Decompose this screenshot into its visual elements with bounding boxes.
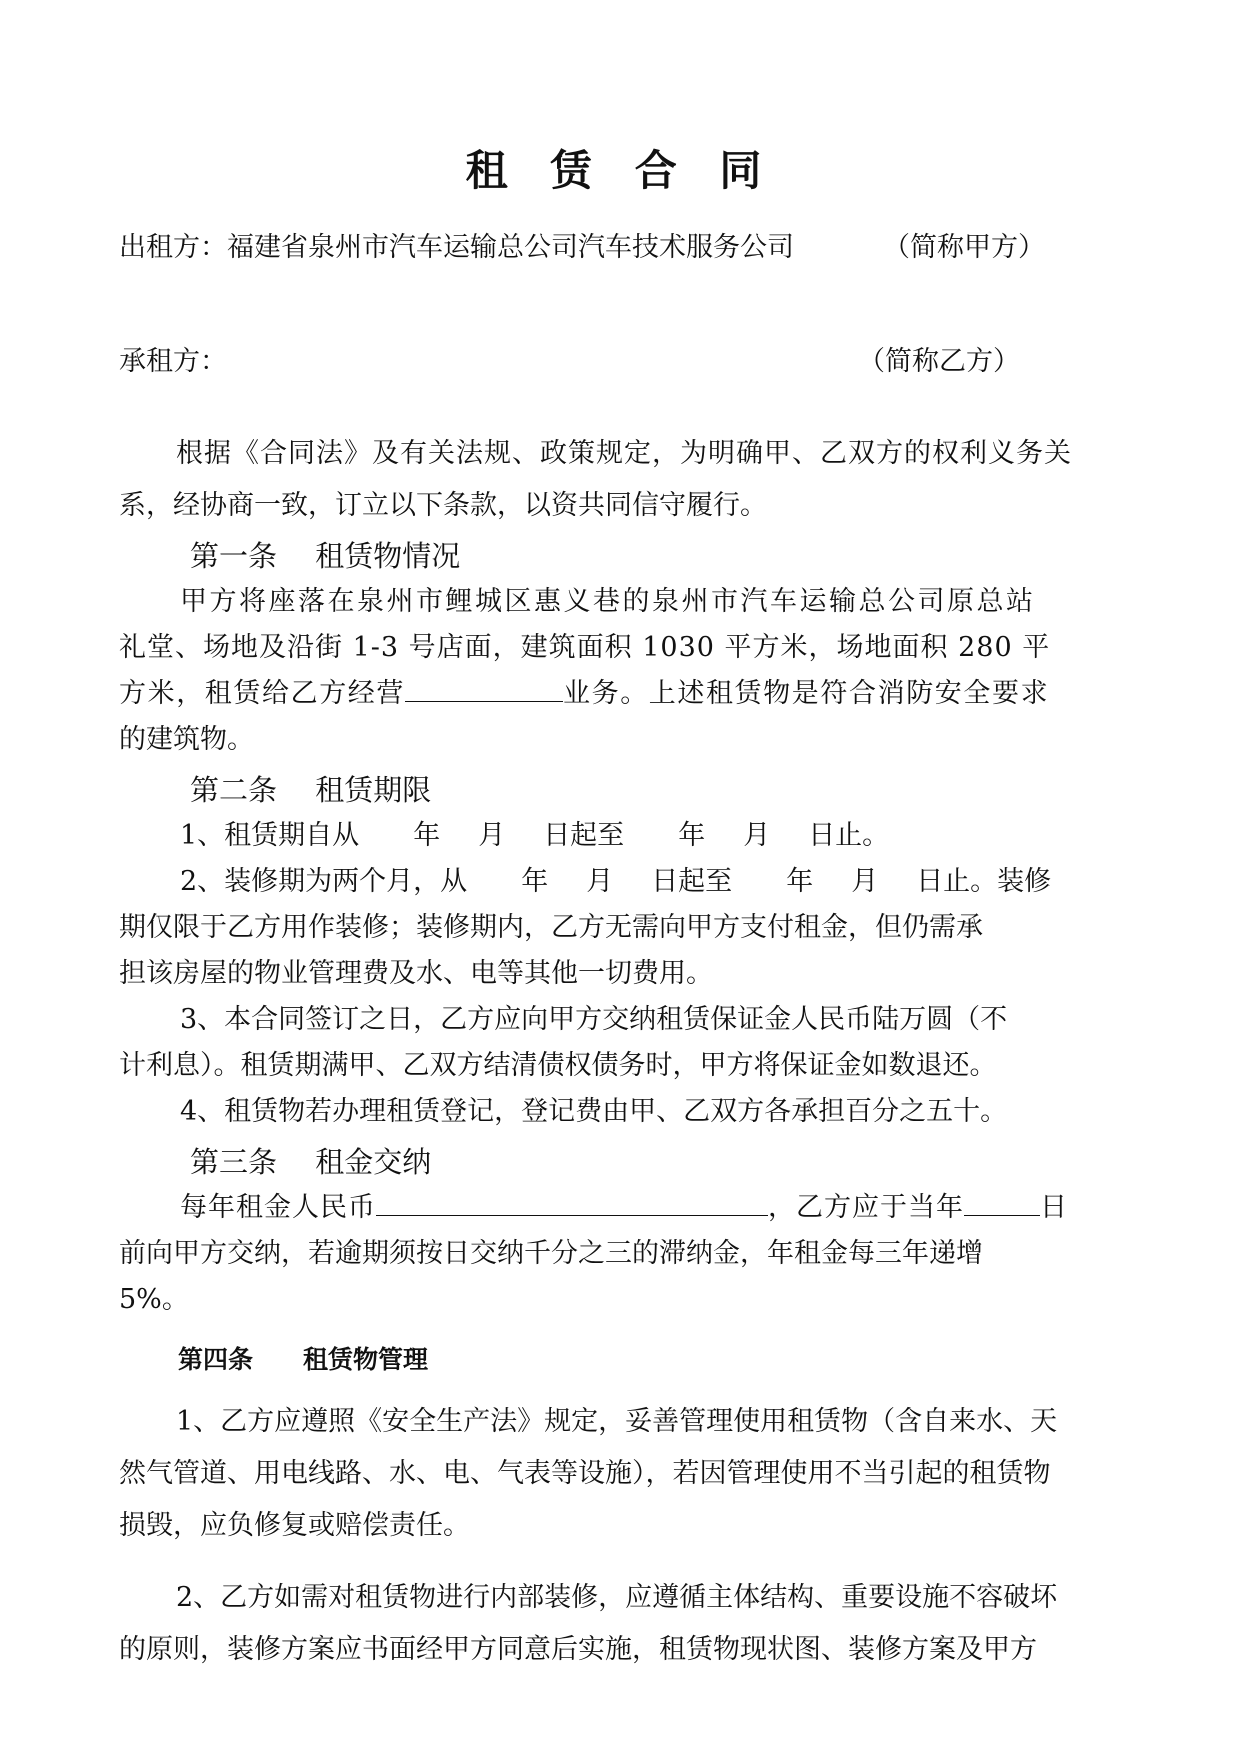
article-2-heading: 第二条 租赁期限 [190,773,432,807]
article-2-item-1: 1、租赁期自从 年 月 日起至 年 月 日止。 [180,820,890,851]
document-title: 租 赁 合 同 [465,146,776,195]
article-4-item-2: 2、乙方如需对租赁物进行内部装修，应遵循主体结构、重要设施不容破坏 [176,1582,1058,1613]
article-4-item-2-line-2: 的原则，装修方案应书面经甲方同意后实施，租赁物现状图、装修方案及甲方 [119,1634,1037,1665]
lessee-line: 承租方： [119,346,227,377]
payment-date-blank[interactable] [964,1189,1040,1216]
article-4-item-1-line-2: 然气管道、用电线路、水、电、气表等设施），若因管理使用不当引起的租赁物 [119,1458,1051,1489]
article-2-item-2: 2、装修期为两个月，从 年 月 日起至 年 月 日止。装修 [180,866,1052,897]
article-1-line-2: 礼堂、场地及沿街 1-3 号店面，建筑面积 1030 平方米，场地面积 280 平 [119,632,1051,663]
intro-line-1: 根据《合同法》及有关法规、政策规定，为明确甲、乙双方的权利义务关 [176,438,1072,469]
article-2-item-3-line-2: 计利息）。租赁期满甲、乙双方结清债权债务时，甲方将保证金如数退还。 [119,1050,997,1081]
article-4-item-1: 1、乙方应遵照《安全生产法》规定，妥善管理使用租赁物（含自来水、天 [176,1406,1058,1437]
article-1-heading: 第一条 租赁物情况 [190,539,461,573]
article-1-line-3-start: 方米，租赁给乙方经营 [119,678,405,709]
article-1-line-3 [119,672,1129,716]
article-1-line-3-end: 业务。上述租赁物是符合消防安全要求 [563,678,1050,709]
lessor-abbreviation: （简称甲方） [883,232,1045,263]
article-3-line-2: 前向甲方交纳，若逾期须按日交纳千分之三的滞纳金，年租金每三年递增 [119,1238,983,1269]
annual-rent-blank[interactable] [376,1189,768,1216]
article-1-line-4: 的建筑物。 [119,724,254,755]
article-3-line-1: 每年租金人民币 ，乙方应于当年 日 [180,1186,1190,1230]
article-1-line-1: 甲方将座落在泉州市鲤城区惠义巷的泉州市汽车运输总公司原总站 [180,586,1036,617]
lessee-abbreviation: （简称乙方） [858,346,1020,377]
article-3-line-3: 5%。 [119,1284,189,1315]
lessor-line: 出租方：福建省泉州市汽车运输总公司汽车技术服务公司 [119,232,794,263]
article-2-item-2-line-3: 担该房屋的物业管理费及水、电等其他一切费用。 [119,958,713,989]
article-4-item-1-line-3: 损毁，应负修复或赔偿责任。 [119,1510,470,1541]
article-4-heading: 第四条 租赁物管理 [178,1345,429,1374]
intro-line-2: 系，经协商一致，订立以下条款，以资共同信守履行。 [119,490,767,521]
article-3-heading: 第三条 租金交纳 [190,1145,432,1179]
article-2-item-4: 4、租赁物若办理租赁登记，登记费由甲、乙双方各承担百分之五十。 [180,1096,1008,1127]
article-2-item-2-line-2: 期仅限于乙方用作装修；装修期内，乙方无需向甲方支付租金，但仍需承 [119,912,983,943]
article-2-item-3: 3、本合同签订之日，乙方应向甲方交纳租赁保证金人民币陆万圆（不 [180,1004,1008,1035]
business-type-blank[interactable] [405,675,563,702]
